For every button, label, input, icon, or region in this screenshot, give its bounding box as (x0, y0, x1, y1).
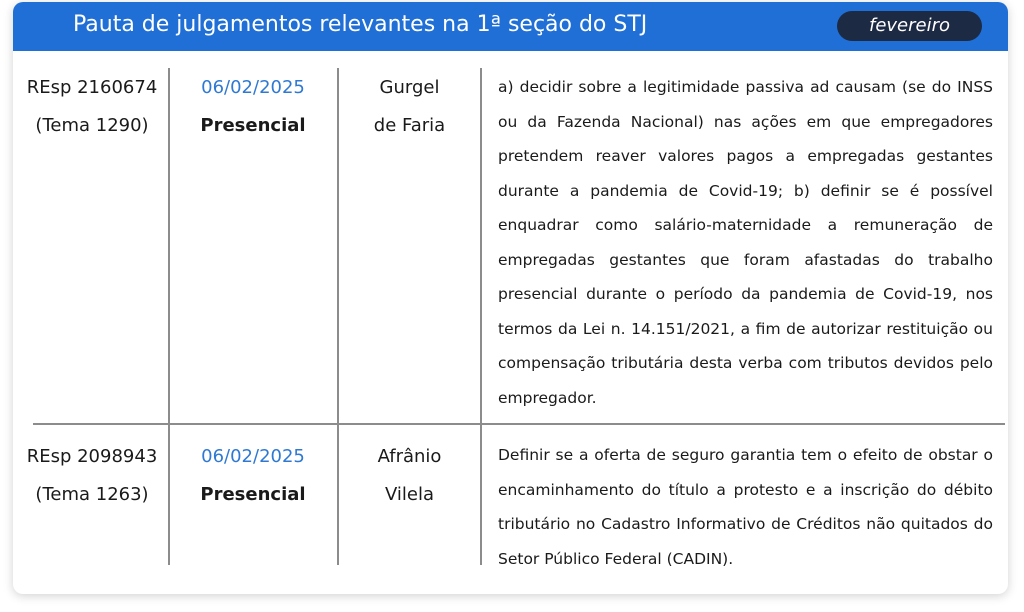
date-cell (173, 69, 333, 145)
process-number: REsp 2160674 (26, 77, 158, 98)
session-mode: Presencial (200, 115, 306, 136)
process-cell (18, 69, 166, 145)
process-cell (18, 438, 166, 514)
theme-number: (Tema 1263) (35, 484, 149, 505)
rapporteur-name: Gurgel (379, 77, 440, 98)
case-description: Definir se a oferta de seguro garantia tem o efeito de obstar o encaminhamento do título a protesto e a inscrição do débito tributário no Cadastro Informativo de Créditos não quitados do Setor Público Federal (CADIN). (498, 446, 993, 568)
session-date: 06/02/2025 (201, 77, 305, 98)
month-badge: fevereiro (837, 11, 982, 41)
date-cell (173, 438, 333, 514)
rapporteur-name: Afrânio (377, 446, 442, 467)
page-title: Pauta de julgamentos relevantes na 1ª seção do STJ (73, 12, 648, 37)
rapporteur-name: Vilela (384, 484, 435, 505)
rapporteur-name: de Faria (373, 115, 446, 136)
judgment-agenda-card (13, 2, 1008, 594)
column-divider (168, 68, 170, 565)
rapporteur-cell (341, 69, 478, 145)
rapporteur-cell (341, 438, 478, 514)
header-bar (13, 2, 1008, 51)
column-divider (337, 68, 339, 565)
session-date: 06/02/2025 (201, 446, 305, 467)
case-description: a) decidir sobre a legitimidade passiva ad causam (se do INSS ou da Fazenda Nacional) nas ações em que empregadores pretendem reaver valores pagos a empregadas gestantes durante a pandemia de Covid-19; b) definir se é possível enquadrar como salário-maternidade a remuneração de empregadas gestantes que foram afastadas do trabalho presencial durante o período da pandemia de Covid-19, nos termos da Lei n. 14.151/2021, a fim de autorizar restituição ou compensação tributária desta verba com tributos devidos pelo empregador. (498, 78, 993, 407)
process-number: REsp 2098943 (26, 446, 158, 467)
theme-number: (Tema 1290) (35, 115, 149, 136)
session-mode: Presencial (200, 484, 306, 505)
column-divider (480, 68, 482, 565)
row-divider (33, 423, 1005, 425)
